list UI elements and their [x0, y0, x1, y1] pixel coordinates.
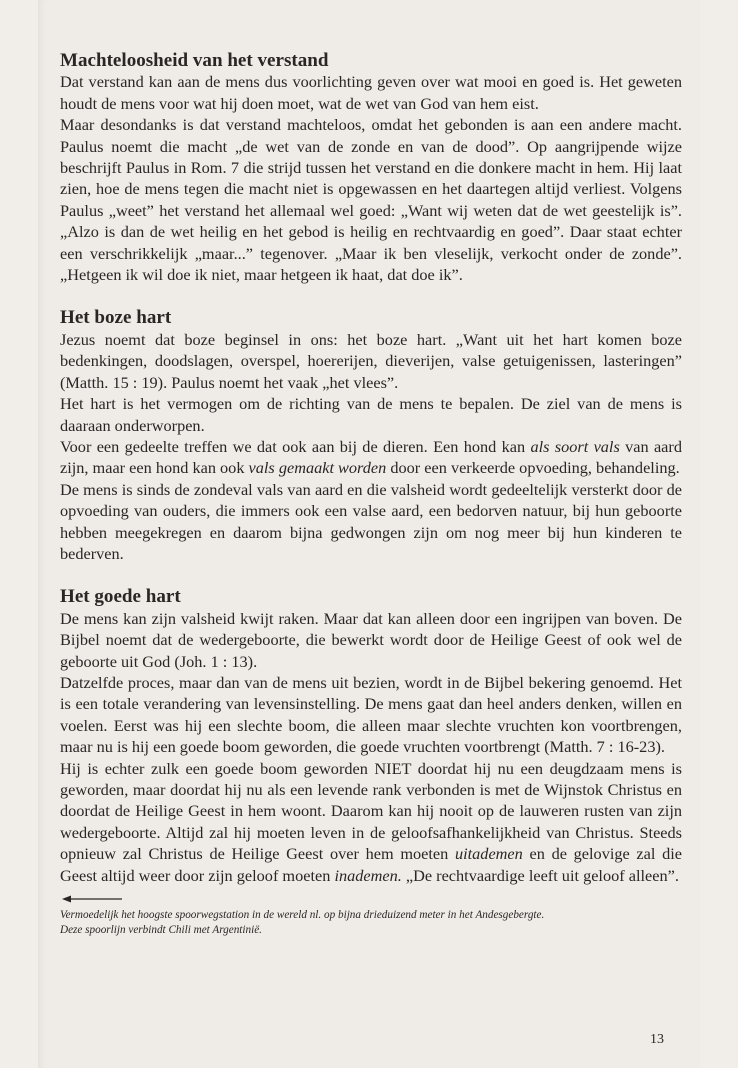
footnote-line: Vermoedelijk het hoogste spoorwegstation in de wereld nl. op bijna drieduizend meter in het Andesgebergte.: [60, 909, 545, 922]
paragraph: Jezus noemt dat boze beginsel in ons: het boze hart. „Want uit het hart komen boze bedenkingen, doodslagen, overspel, hoererijen, dieverijen, valse getuigenissen, lasteringen” (Matth. 15 : 19). Paulus noemt het vaak „het vlees”.: [60, 329, 682, 392]
footnote-area: [60, 894, 682, 938]
book-page: [38, 0, 700, 1068]
paragraph: De mens is sinds de zondeval vals van aard en die valsheid wordt gedeeltelijk versterkt door de opvoeding van ouders, die immers ook een valse aard, een bedorven natuur, bij hun geboorte hebben meegekregen en daarom bijna gedwongen zijn om nog meer bij hun kinderen te bederven.: [60, 479, 682, 563]
footnote-line: Deze spoorlijn verbindt Chili met Argentinië.: [60, 924, 262, 937]
left-arrow-icon: [62, 894, 122, 904]
paragraph: De mens kan zijn valsheid kwijt raken. Maar dat kan alleen door een ingrijpen van boven. De Bijbel noemt dat de wedergeboorte, die bewerkt wordt door de Heilige Geest of ook wel de geboorte uit God (Joh. 1 : 13).: [60, 608, 682, 671]
heading-goede-hart: Het goede hart: [60, 586, 181, 608]
paragraph: Hij is echter zulk een goede boom geworden NIET doordat hij nu een deugdzaam mens is geworden, maar doordat hij nu als een levende rank verbonden is met de Wijnstok Christus en doordat de Heilige Geest in hem woont. Daarom kan hij nooit op de lauweren rusten van zijn wedergeboorte. Altijd zal hij moeten leven in de geloofsafhankelijkheid van Christus. Steeds opnieuw zal Christus de Heilige Geest over hem moeten uitademen en de gelovige zal die Geest altijd weer door zijn geloof moeten inademen. „De rechtvaardige leeft uit geloof alleen”.: [60, 758, 683, 885]
heading-boze-hart: Het boze hart: [60, 307, 172, 329]
paragraph: Maar desondanks is dat verstand machteloos, omdat het gebonden is aan een andere macht. Paulus noemt die macht „de wet van de zonde en van de dood”. Op aangrijpende wijze beschrijft Paulus in Rom. 7 die strijd tussen het verstand en die donkere macht in hem. Hij laat zien, hoe de mens tegen die macht niet is opgewassen en het daartegen altijd verliest. Volgens Paulus „weet” het verstand het allemaal wel goed: „Want wij weten dat de wet geestelijk is”. „Alzo is dan de wet heilig en het gebod is heilig en rechtvaardig en goed”. Daar staat echter een verschrikkelijk „maar...” tegenover. „Maar ik ben vleselijk, verkocht onder de zonde”. „Hetgeen ik wil doe ik niet, maar hetgeen ik haat, dat doe ik”.: [60, 115, 682, 285]
heading-machteloosheid: Machteloosheid van het verstand: [60, 50, 329, 71]
page-content: [60, 50, 682, 938]
paragraph: Voor een gedeelte treffen we dat ook aan bij de dieren. Een hond kan als soort vals van aard zijn, maar een hond kan ook vals gemaakt worden door een verkeerde opvoeding, behandeling.: [60, 436, 682, 478]
paragraph: Dat verstand kan aan de mens dus voorlichting geven over wat mooi en goed is. Het geweten houdt de mens voor wat hij doen moet, wat de wet van God van hem eist.: [60, 72, 682, 113]
paragraph: Het hart is het vermogen om de richting van de mens te bepalen. De ziel van de mens is daaraan onderworpen.: [60, 394, 682, 435]
paragraph: Datzelfde proces, maar dan van de mens uit bezien, wordt in de Bijbel bekering genoemd. Het is een totale verandering van levensinstelling. De mens gaat dan heel anders denken, willen en voelen. Eerst was hij een slechte boom, die alleen maar slechte vruchten kon voortbrengen, maar nu is hij een goede boom geworden, die goede vruchten voortbrengt (Matth. 7 : 16-23).: [60, 672, 682, 757]
page-number: 13: [650, 1032, 664, 1047]
footnote: [60, 908, 682, 938]
